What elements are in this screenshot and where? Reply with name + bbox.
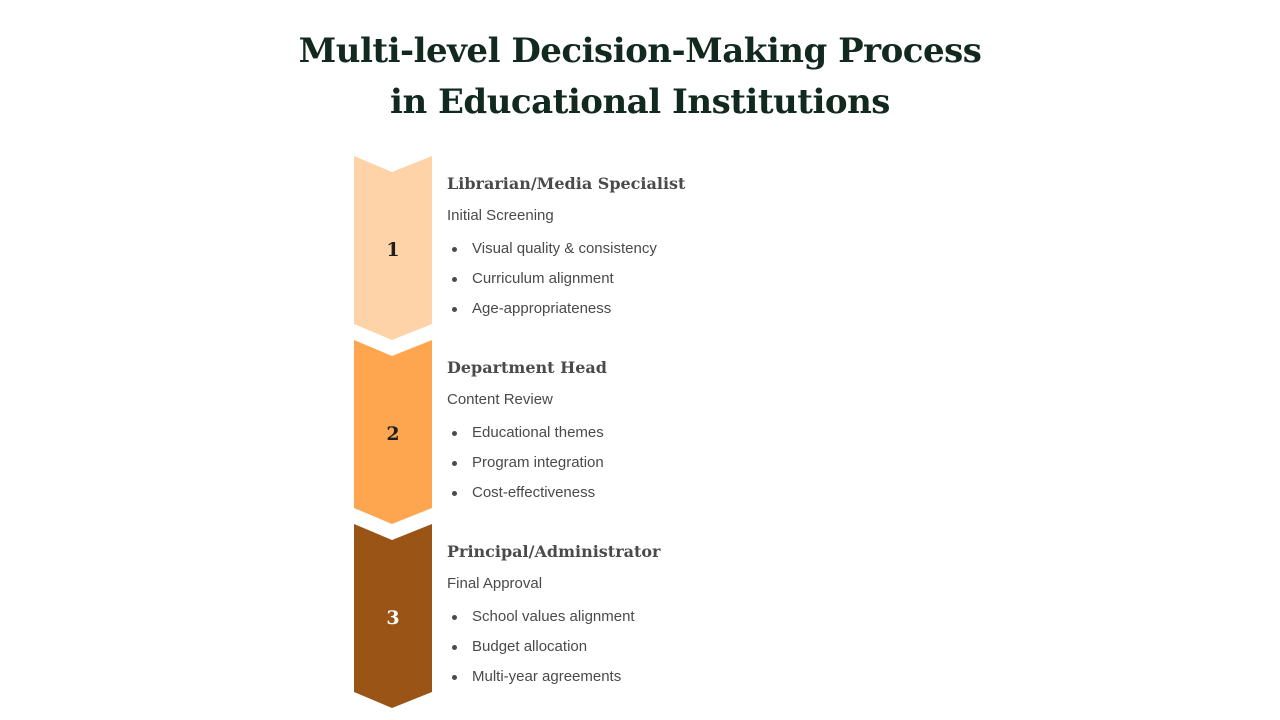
step-2-role: Department Head [447,358,607,377]
list-item: School values alignment [447,608,867,626]
list-item: Cost-effectiveness [447,484,867,502]
list-item: Educational themes [447,424,867,442]
list-item: Multi-year agreements [447,668,867,686]
title-line-2: in Educational Institutions [390,82,890,122]
step-3-stage: Final Approval [447,575,543,592]
step-3-criteria-list [447,608,867,686]
step-3-details [447,542,867,698]
list-item: Age-appropriateness [447,300,867,318]
list-item: Program integration [447,454,867,472]
step-1-details [447,174,867,330]
step-2-number: 2 [386,423,400,445]
title-line-1: Multi-level Decision-Making Process [298,31,982,71]
list-item: Visual quality & consistency [447,240,867,258]
step-1-stage: Initial Screening [447,207,554,224]
page-title [0,26,1280,128]
step-1-number: 1 [386,239,400,261]
step-2-details [447,358,867,514]
step-1-criteria-list [447,240,867,318]
step-2-criteria-list [447,424,867,502]
list-item: Curriculum alignment [447,270,867,288]
step-2-stage: Content Review [447,391,553,408]
step-3-number: 3 [386,607,400,629]
step-3-role: Principal/Administrator [447,542,661,561]
list-item: Budget allocation [447,638,867,656]
step-1-role: Librarian/Media Specialist [447,174,686,193]
